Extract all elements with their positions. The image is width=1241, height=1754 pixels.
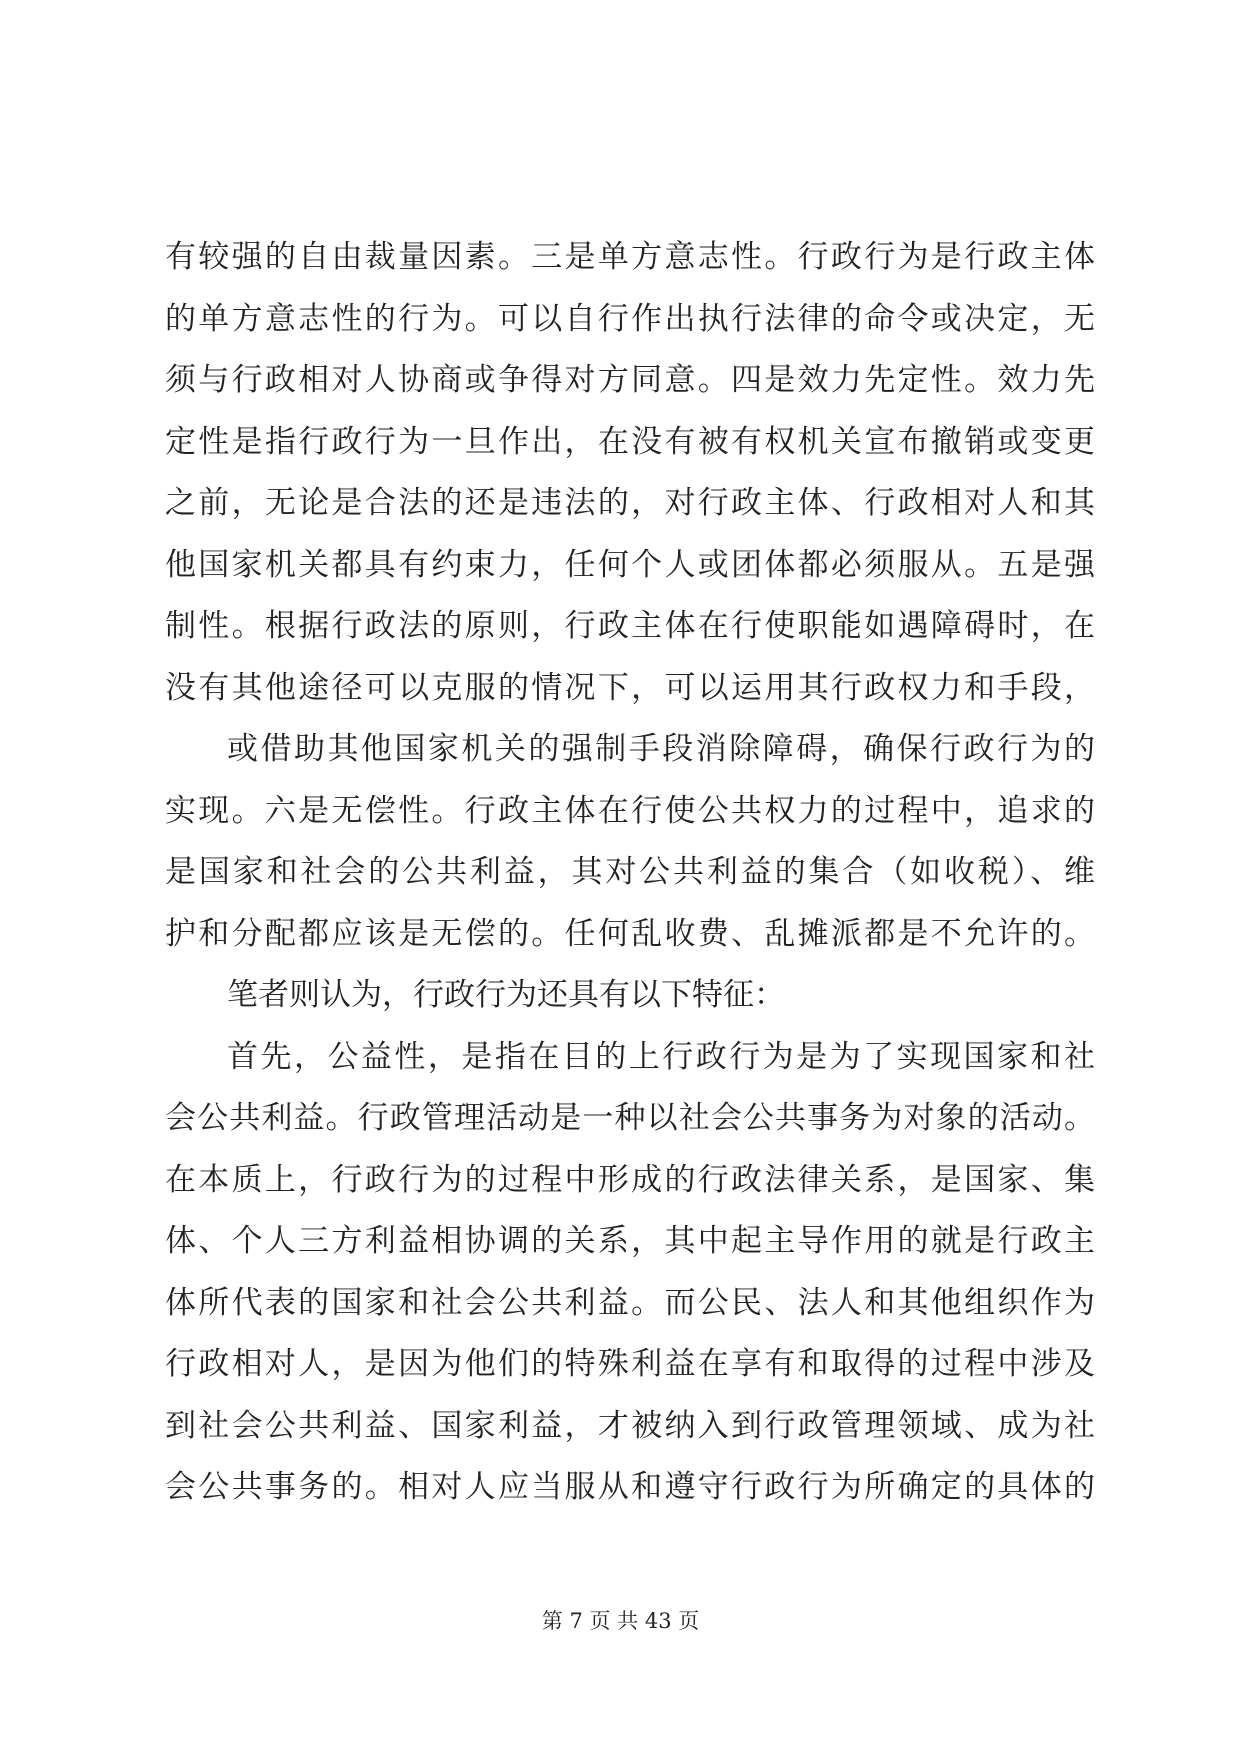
text-line: 他国家机关都具有约束力，任何个人或团体都必须服从。五是强 xyxy=(165,546,1095,583)
paragraph-first-line: 首先，公益性，是指在目的上行政行为是为了实现国家和社 xyxy=(227,1038,1095,1075)
text-line: 没有其他途径可以克服的情况下，可以运用其行政权力和手段， xyxy=(165,669,1095,706)
text-line: 须与行政相对人协商或争得对方同意。四是效力先定性。效力先 xyxy=(165,362,1095,398)
text-line: 体所代表的国家和社会公共利益。而公民、法人和其他组织作为 xyxy=(165,1284,1095,1321)
paragraph-first-line: 或借助其他国家机关的强制手段消除障碍，确保行政行为的 xyxy=(227,731,1095,767)
text-line: 是国家和社会的公共利益，其对公共利益的集合（如收税）、维 xyxy=(165,854,1095,890)
page-footer xyxy=(0,1605,1241,1635)
paragraph-first-line: 笔者则认为，行政行为还具有以下特征： xyxy=(227,977,785,1013)
body-text xyxy=(165,227,1095,1519)
text-line: 到社会公共利益、国家利益，才被纳入到行政管理领域、成为社 xyxy=(165,1407,1095,1444)
text-line: 在本质上，行政行为的过程中形成的行政法律关系，是国家、集 xyxy=(165,1161,1095,1198)
text-line: 的单方意志性的行为。可以自行作出执行法律的命令或决定，无 xyxy=(165,300,1095,337)
text-line: 体、个人三方利益相协调的关系，其中起主导作用的就是行政主 xyxy=(165,1223,1095,1259)
text-line: 有较强的自由裁量因素。三是单方意志性。行政行为是行政主体 xyxy=(165,239,1095,275)
text-line: 会公共利益。行政管理活动是一种以社会公共事务为对象的活动。 xyxy=(165,1100,1095,1136)
page-number: 第 7 页 共 43 页 xyxy=(541,1609,700,1633)
text-line: 实现。六是无偿性。行政主体在行使公共权力的过程中，追求的 xyxy=(165,792,1095,829)
text-line: 护和分配都应该是无偿的。任何乱收费、乱摊派都是不允许的。 xyxy=(165,915,1095,952)
text-line: 会公共事务的。相对人应当服从和遵守行政行为所确定的具体的 xyxy=(165,1469,1095,1505)
text-line: 行政相对人，是因为他们的特殊利益在享有和取得的过程中涉及 xyxy=(165,1346,1095,1382)
text-line: 定性是指行政行为一旦作出，在没有被有权机关宣布撤销或变更 xyxy=(165,423,1095,460)
text-line: 制性。根据行政法的原则，行政主体在行使职能如遇障碍时，在 xyxy=(165,608,1095,644)
text-line: 之前，无论是合法的还是违法的，对行政主体、行政相对人和其 xyxy=(165,485,1095,521)
